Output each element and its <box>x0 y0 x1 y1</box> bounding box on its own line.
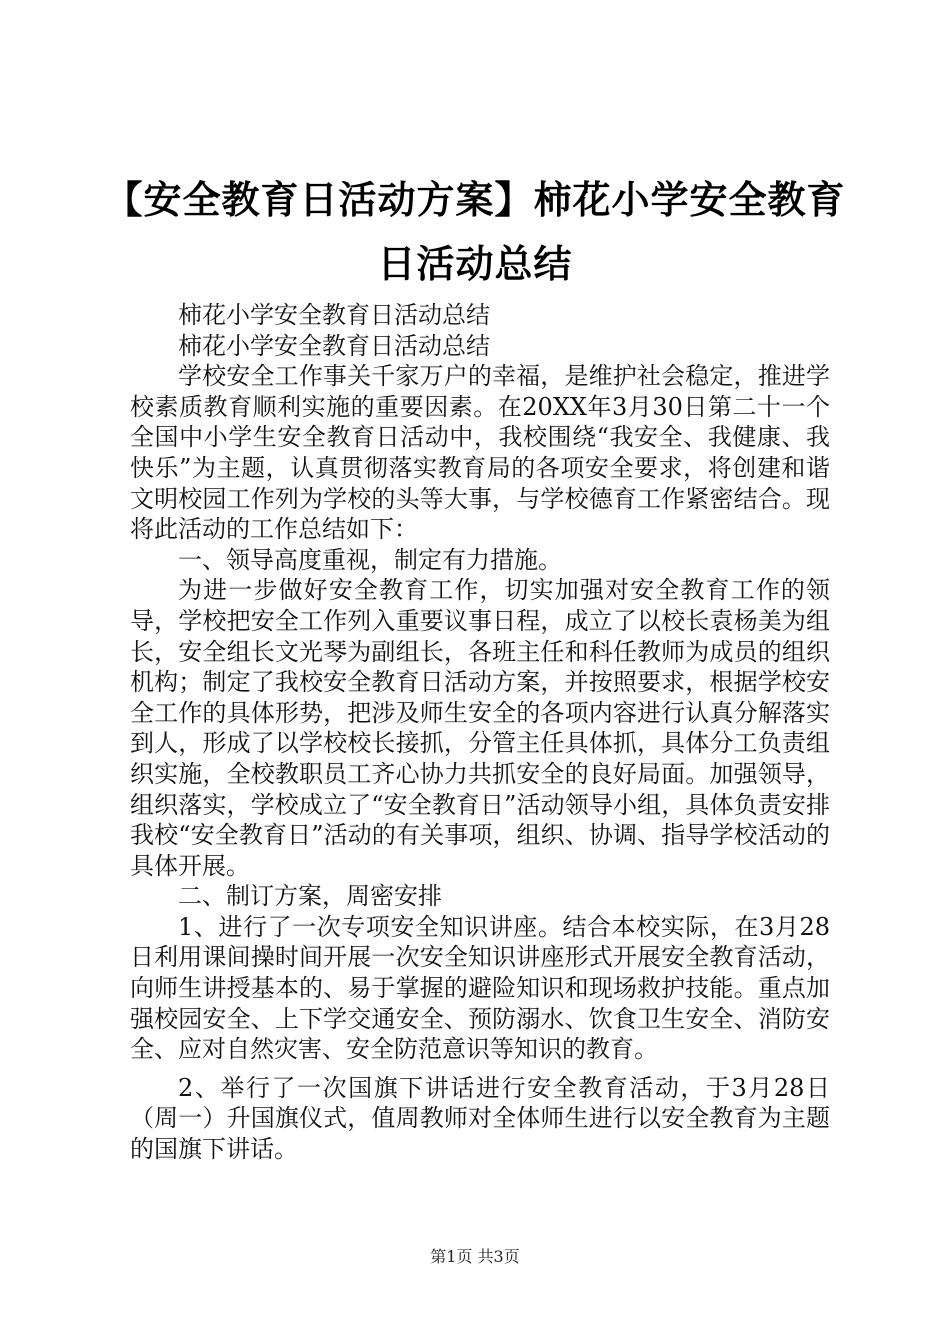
intro-paragraph: 学校安全工作事关千家万户的幸福，是维护社会稳定，推进学校素质教育顺利实施的重要因素。在20XX年3月30日第二十一个全国中小学生安全教育日活动中，我校围绕“我安全、我健康、我快乐”为主题，认真贯彻落实教育局的各项安全要求，将创建和谐文明校园工作列为学校的头等大事，与学校德育工作紧密结合。现将此活动的工作总结如下： <box>130 362 830 544</box>
section-heading: 一、领导高度重视，制定有力措施。 <box>178 545 562 574</box>
body-paragraph: 1、进行了一次专项安全知识讲座。结合本校实际，在3月28日利用课间操时间开展一次安全知识讲座形式开展安全教育活动，向师生讲授基本的、易于掌握的避险知识和现场救护技能。重点加强校园安全、上下学交通安全、预防溺水、饮食卫生安全、消防安全、应对自然灾害、安全防范意识等知识的教育。 <box>130 912 830 1064</box>
section-heading: 二、制订方案，周密安排 <box>178 882 442 911</box>
subtitle-line: 柿花小学安全教育日活动总结 <box>178 331 490 360</box>
document-title: 【安全教育日活动方案】柿花小学安全教育日活动总结 <box>104 177 846 286</box>
document-body <box>130 300 830 1165</box>
body-paragraph: 2、举行了一次国旗下讲话进行安全教育活动，于3月28日（周一）升国旗仪式，值周教师对全体师生进行以安全教育为主题的国旗下讲话。 <box>130 1073 830 1164</box>
body-paragraph: 为进一步做好安全教育工作，切实加强对安全教育工作的领导，学校把安全工作列入重要议事日程，成立了以校长袁杨美为组长，安全组长文光琴为副组长，各班主任和科任教师为成员的组织机构；制定了我校安全教育日活动方案，并按照要求，根据学校安全工作的具体形势，把涉及师生安全的各项内容进行认真分解落实到人，形成了以学校校长接抓，分管主任具体抓，具体分工负责组织实施，全校教职员工齐心协力共抓安全的良好局面。加强领导，组织落实，学校成立了“安全教育日”活动领导小组，具体负责安排我校“安全教育日”活动的有关事项，组织、协调、指导学校活动的具体开展。 <box>130 576 830 880</box>
subtitle-line: 柿花小学安全教育日活动总结 <box>178 301 490 329</box>
page-number-footer: 第1页 共3页 <box>430 1247 520 1266</box>
